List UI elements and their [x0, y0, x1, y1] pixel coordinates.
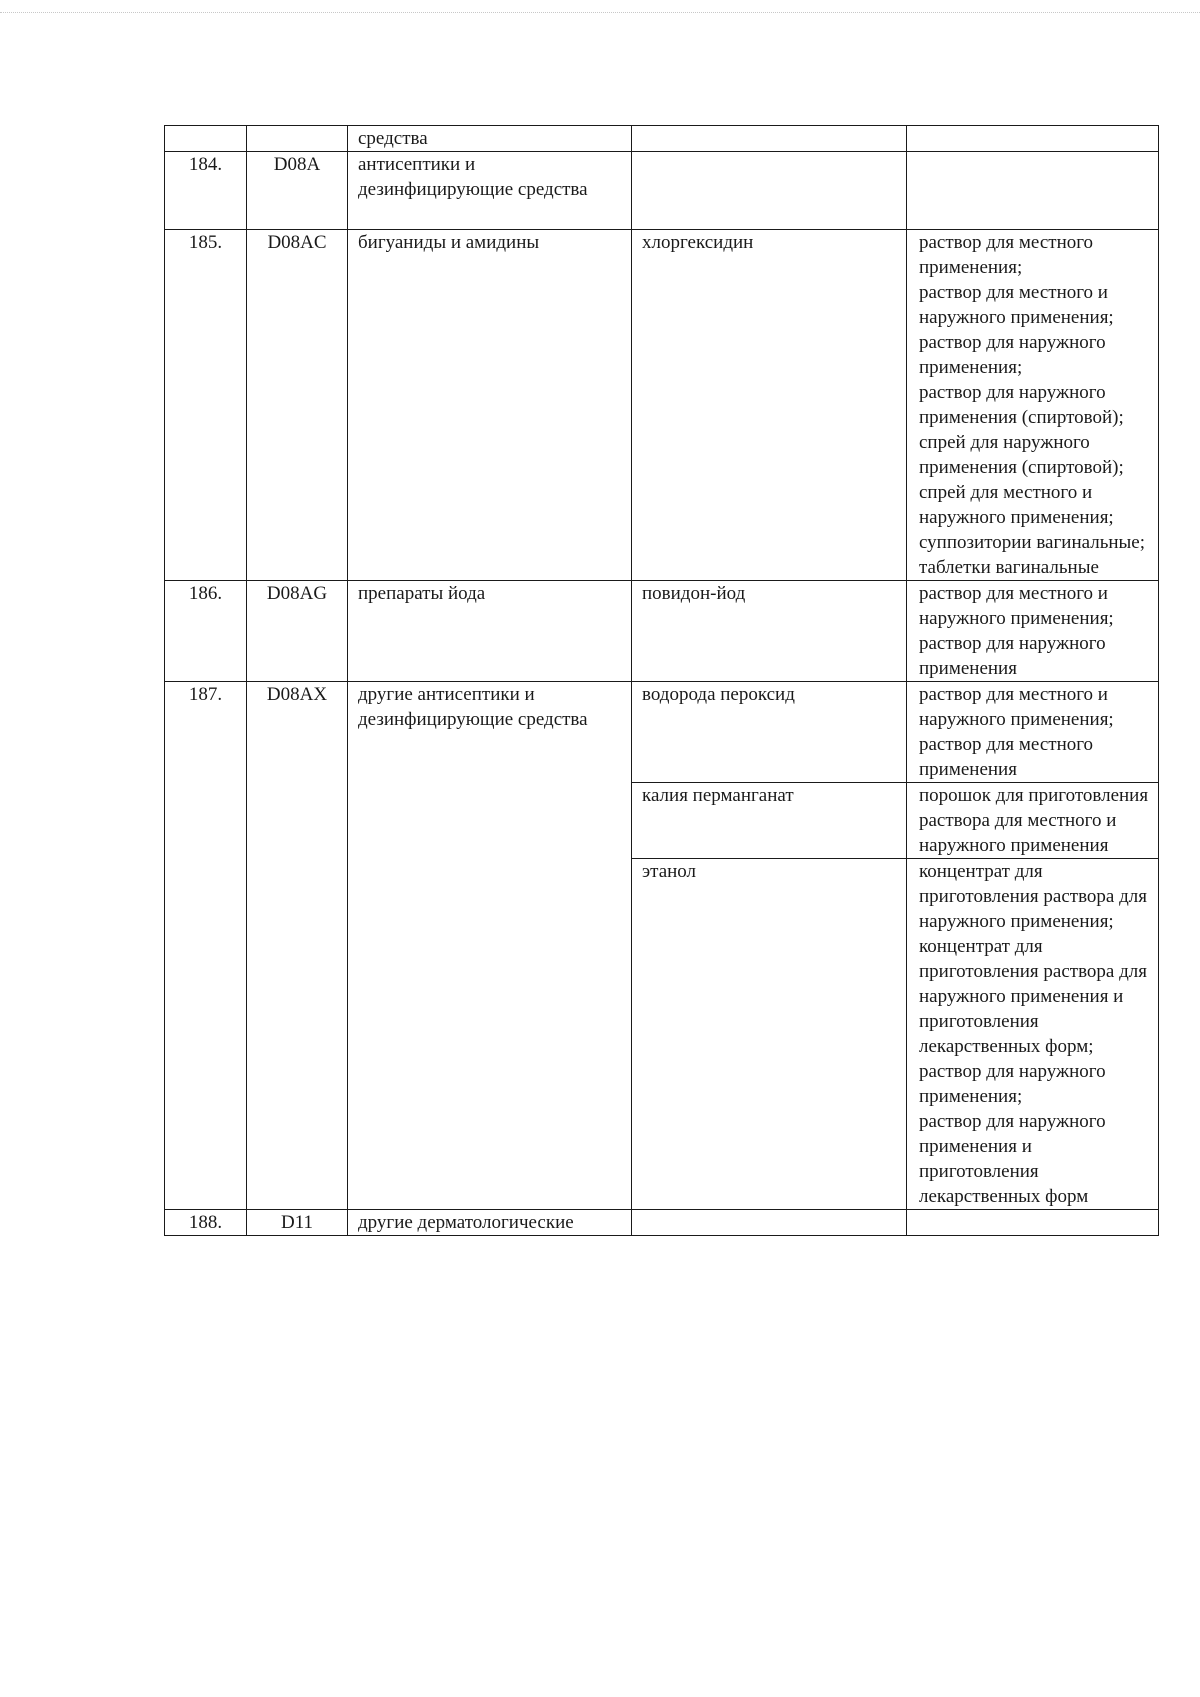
dosage-form-item: раствор для наружного применения;: [919, 1061, 1106, 1107]
atc-group-name: другие антисептики и дезинфицирующие средства: [348, 682, 632, 1210]
table-row: [165, 230, 1159, 581]
dosage-forms: [907, 230, 1159, 581]
drug-name-cell: [632, 152, 907, 230]
atc-code: [247, 126, 348, 152]
dosage-forms: [907, 783, 1159, 859]
table-row: [165, 581, 1159, 682]
atc-group-name: средства: [348, 126, 632, 152]
atc-group-name: антисептики и дезинфицирующие средства: [348, 152, 632, 230]
atc-group-name: препараты йода: [348, 581, 632, 682]
drug-name-cell: [632, 126, 907, 152]
atc-group-name: бигуаниды и амидины: [348, 230, 632, 581]
drug-list-body: [165, 126, 1159, 1236]
dosage-form-item: раствор для местного и наружного применения;: [919, 583, 1114, 629]
dosage-forms: [907, 859, 1159, 1210]
drug-list-table: [164, 125, 1159, 1236]
dosage-form-item: раствор для местного и наружного применения;: [919, 684, 1114, 730]
dosage-form-cell: [907, 126, 1159, 152]
dosage-form-cell: [907, 152, 1159, 230]
drug-name: повидон-йод: [632, 581, 907, 682]
row-number: [165, 126, 247, 152]
dosage-form-item: таблетки вагинальные: [919, 557, 1099, 578]
dosage-forms: [907, 581, 1159, 682]
dosage-form-item: порошок для приготовления раствора для местного и наружного применения: [919, 785, 1149, 856]
atc-code: D11: [247, 1210, 348, 1236]
dosage-form-item: раствор для местного применения: [919, 734, 1094, 780]
page-top-rule: [0, 12, 1200, 13]
table-row: [165, 1210, 1159, 1236]
atc-group-name: другие дерматологические: [348, 1210, 632, 1236]
table-row: [165, 152, 1159, 230]
dosage-form-item: концентрат для приготовления раствора для наружного применения и приготовления лекарственных форм;: [919, 936, 1147, 1057]
dosage-form-cell: [907, 1210, 1159, 1236]
dosage-form-item: спрей для местного и наружного применения;: [919, 482, 1114, 528]
drug-name: этанол: [632, 859, 907, 1210]
drug-name-cell: [632, 1210, 907, 1236]
row-number: 185.: [165, 230, 247, 581]
row-number: 184.: [165, 152, 247, 230]
dosage-form-item: суппозитории вагинальные;: [919, 532, 1146, 553]
atc-code: D08AG: [247, 581, 348, 682]
row-number: 188.: [165, 1210, 247, 1236]
row-number: 186.: [165, 581, 247, 682]
table-row: [165, 682, 1159, 783]
atc-code: D08AX: [247, 682, 348, 1210]
dosage-form-item: концентрат для приготовления раствора для наружного применения;: [919, 861, 1147, 932]
dosage-form-item: раствор для наружного применения;: [919, 332, 1106, 378]
drug-name: водорода пероксид: [632, 682, 907, 783]
dosage-form-item: раствор для местного и наружного применения;: [919, 282, 1114, 328]
drug-name: калия перманганат: [632, 783, 907, 859]
dosage-form-item: спрей для наружного применения (спиртовой);: [919, 432, 1124, 478]
table-row: [165, 126, 1159, 152]
dosage-form-item: раствор для местного применения;: [919, 232, 1094, 278]
dosage-form-item: раствор для наружного применения и приготовления лекарственных форм: [919, 1111, 1106, 1207]
drug-name: хлоргексидин: [632, 230, 907, 581]
dosage-form-item: раствор для наружного применения: [919, 633, 1106, 679]
atc-code: D08AC: [247, 230, 348, 581]
row-number: 187.: [165, 682, 247, 1210]
dosage-forms: [907, 682, 1159, 783]
atc-code: D08A: [247, 152, 348, 230]
dosage-form-item: раствор для наружного применения (спиртовой);: [919, 382, 1124, 428]
